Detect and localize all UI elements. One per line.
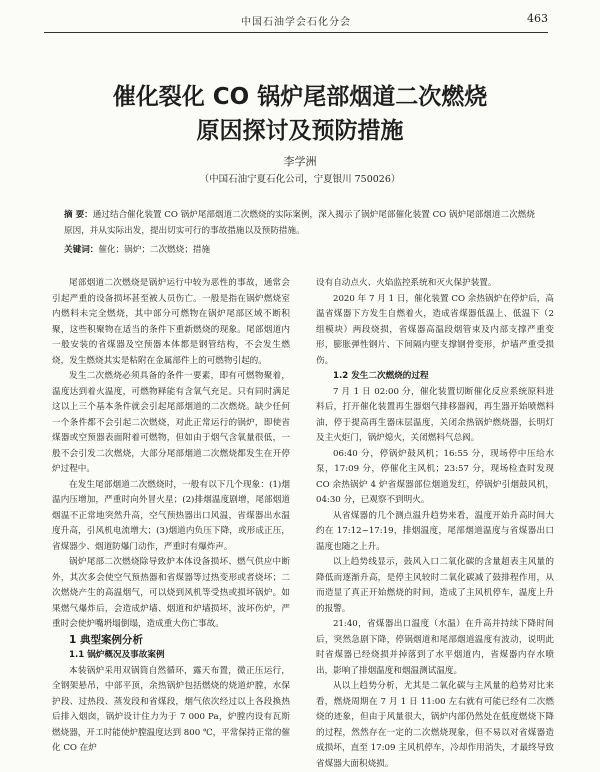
author-affiliation: （中国石油宁夏石化公司，宁夏银川 750026） xyxy=(199,174,401,185)
article-title xyxy=(60,80,540,148)
abstract xyxy=(64,207,536,239)
subsection-heading: 1.2 发生二次燃烧的过程 xyxy=(333,371,429,381)
abstract-text: 通过结合催化装置 CO 锅炉尾部烟道二次燃烧的实际案例，深入揭示了锅炉尾部催化装置 CO 锅炉尾部烟道二次燃烧原因，并从实际出发，提出切实可行的事故措施以及预防措施。 xyxy=(64,210,535,236)
paragraph: 本装锅炉采用双锅筒自然循环，露天布置，微正压运行，全钢架悬吊，中部平顶，余热锅炉包括燃烧的烧道炉膛，水保护段、过热段、蒸发段和省煤段，烟气依次经过以上各段换热后排入烟囱，锅炉设计住力为于 7 000 Pa，炉膛内设有瓦斯燃烧器，开工时能使炉膛温度达到 800 ℃，平常保持正常的催化 CO 在炉 xyxy=(52,665,290,753)
section-heading: 1 典型案例分析 xyxy=(69,633,143,646)
paragraph: 以上趋势线显示，鼓风入口二氧化碳的含量超表主风量的降低而逐渐升高，是停主风较时二氧化碳减了鼓排程作用，从而造显了真正开始燃烧的时间，造成了主风机停车，温度上升的报警。 xyxy=(316,557,554,614)
keywords-text: 催化；锅炉；二次燃烧；措施 xyxy=(98,245,211,255)
paragraph: 7 月 1 日 02:00 分，催化装置切断催化反应系统原料进料后，打开催化装置再生器烟气排移器阀，再生器开始喷燃料油，停于提高再生器床层温度，关闭余热锅炉燃烧器，长明灯及主火炬门，锅炉熄火，关闭燃料气总阀。 xyxy=(316,386,554,443)
paragraph: 设有自动点火、火焰监控系统和灭火保护装置。 xyxy=(316,278,497,288)
title-line-1: 催化裂化 CO 锅炉尾部烟道二次燃烧 xyxy=(112,84,488,110)
keywords xyxy=(64,243,536,257)
paragraph: 发生二次燃烧必须具备的条件一要素，即有可燃物聚着，温度达到着火温度，可燃物释能有含氧气充足。只有同时满足这以上三个基本条件就会引起尾部烟道的二次燃烧。缺少任何一个条件都不会引起二次燃烧，对此正常运行的锅炉，即使省煤器或空预器表面附着可燃物，但如由于烟气含氧量很低，一般不会引发二次燃烧，大部分尾部烟道二次燃烧都发生在开停炉过程中。 xyxy=(52,371,290,474)
author-name: 李学洲 xyxy=(283,155,317,168)
title-line-2: 原因探讨及预防措施 xyxy=(196,118,404,144)
paragraph: 06:40 分，停锅炉鼓风机；16:55 分，现场停中压给水泵，17:09 分，停催化主风机；23:57 分，现场检查时发现 CO 余热锅炉 4 炉省煤器部位烟道发红，停锅炉引烟鼓风机，04:30 分，已观察不到明火。 xyxy=(316,448,554,505)
keywords-label: 关键词： xyxy=(64,245,99,255)
subsection-heading: 1.1 锅炉概况及事故案例 xyxy=(69,650,165,660)
paragraph: 在发生尾部烟道二次燃烧时，一般有以下几个现象：(1)烟温内压增加，严重时向外冒火星；(2)排烟温度剧增，尾部烟道烟温不正常地突然升高，空气预热器出口风温，省煤器出水温度升高，引风机电流增大；(3)烟道内负压下降，或形成正压，省煤器少、烟道防爆门动作，严重时有爆炸声。 xyxy=(52,479,290,552)
journal-name: 中国石油学会石化分会 xyxy=(241,17,351,28)
abstract-label: 摘 要： xyxy=(64,210,93,220)
paragraph: 锅炉尾部二次燃烧除导致炉本体设备损坏、燃气供应中断外，其次多会使空气预热器和省煤器等过热变形或者烧坏；二次燃烧产生的高温烟气，可以烧到风机等受热或损坏锅炉。如果燃气爆炸后，会造成炉墙、烟道和炉墙损坏，波坏伤炉，严重时会使炉嘴坍塌倒塌，造成重大伤亡事故。 xyxy=(52,557,290,629)
paragraph: 从省煤器的几个测点温升趋势来看，温度开始升高时间大约在 17:12~17:19，排烟温度，尾部烟道温度与省煤器出口温度也随之上升。 xyxy=(316,510,554,552)
running-header xyxy=(44,8,548,33)
right-column xyxy=(316,276,554,772)
paragraph: 2020 年 7 月 1 日，催化装置 CO 余热锅炉在停炉后，高温省煤器下方发生自燃着火，造成省煤器低温上、低温下（2 组模块）两段烧损，省煤器高温段烟管束及内部支撑严重变形，膨胀弹性钢片、下间隔内壁支撑钢骨变形，炉墙严重受损伤。 xyxy=(316,293,554,366)
paragraph: 21:40，省煤器出口温度（水温）在升高并持续下降时间后，突然急剧下降，停锅烟道和尾部烟道温度有波动，说明此时省煤器已经烧损并掉落到了水平烟道内，省煤器内存水喷出，影响了排烟温度和烟温测试温度。 xyxy=(316,619,554,676)
paragraph: 尾部烟道二次燃烧是锅炉运行中较为恶性的事故，通常会引起严重的设备损坏甚至被人员伤亡。一般是指在锅炉燃烧室内燃料未完全燃烧，其中部分可燃物在锅炉尾部区域不断积聚，这些积聚物在适当的条件下重新燃烧的现象。尾部烟道内一般安装的省煤器及空预器本体都是钢管结构，不会发生燃烧，发生燃烧其实是粘附在金属部件上的可燃物引起的。 xyxy=(52,278,290,366)
left-column xyxy=(52,276,290,757)
paragraph: 从以上趋势分析，尤其是二氧化碳与主风量的趋势对比来看，燃烧周期在 7 月 1 日 11:00 左右就有可能已经有二次燃烧的迹象，但由于风量很大，锅炉内部仍然处在低度燃烧下降的过程，然然存在一定的二次燃烧现象，但不易以对省煤器造成损坏，直至 17:09 主风机停车，冷却作用消失，才最终导致省煤器大面积烧损。 xyxy=(316,681,554,769)
page-number: 463 xyxy=(527,12,548,25)
